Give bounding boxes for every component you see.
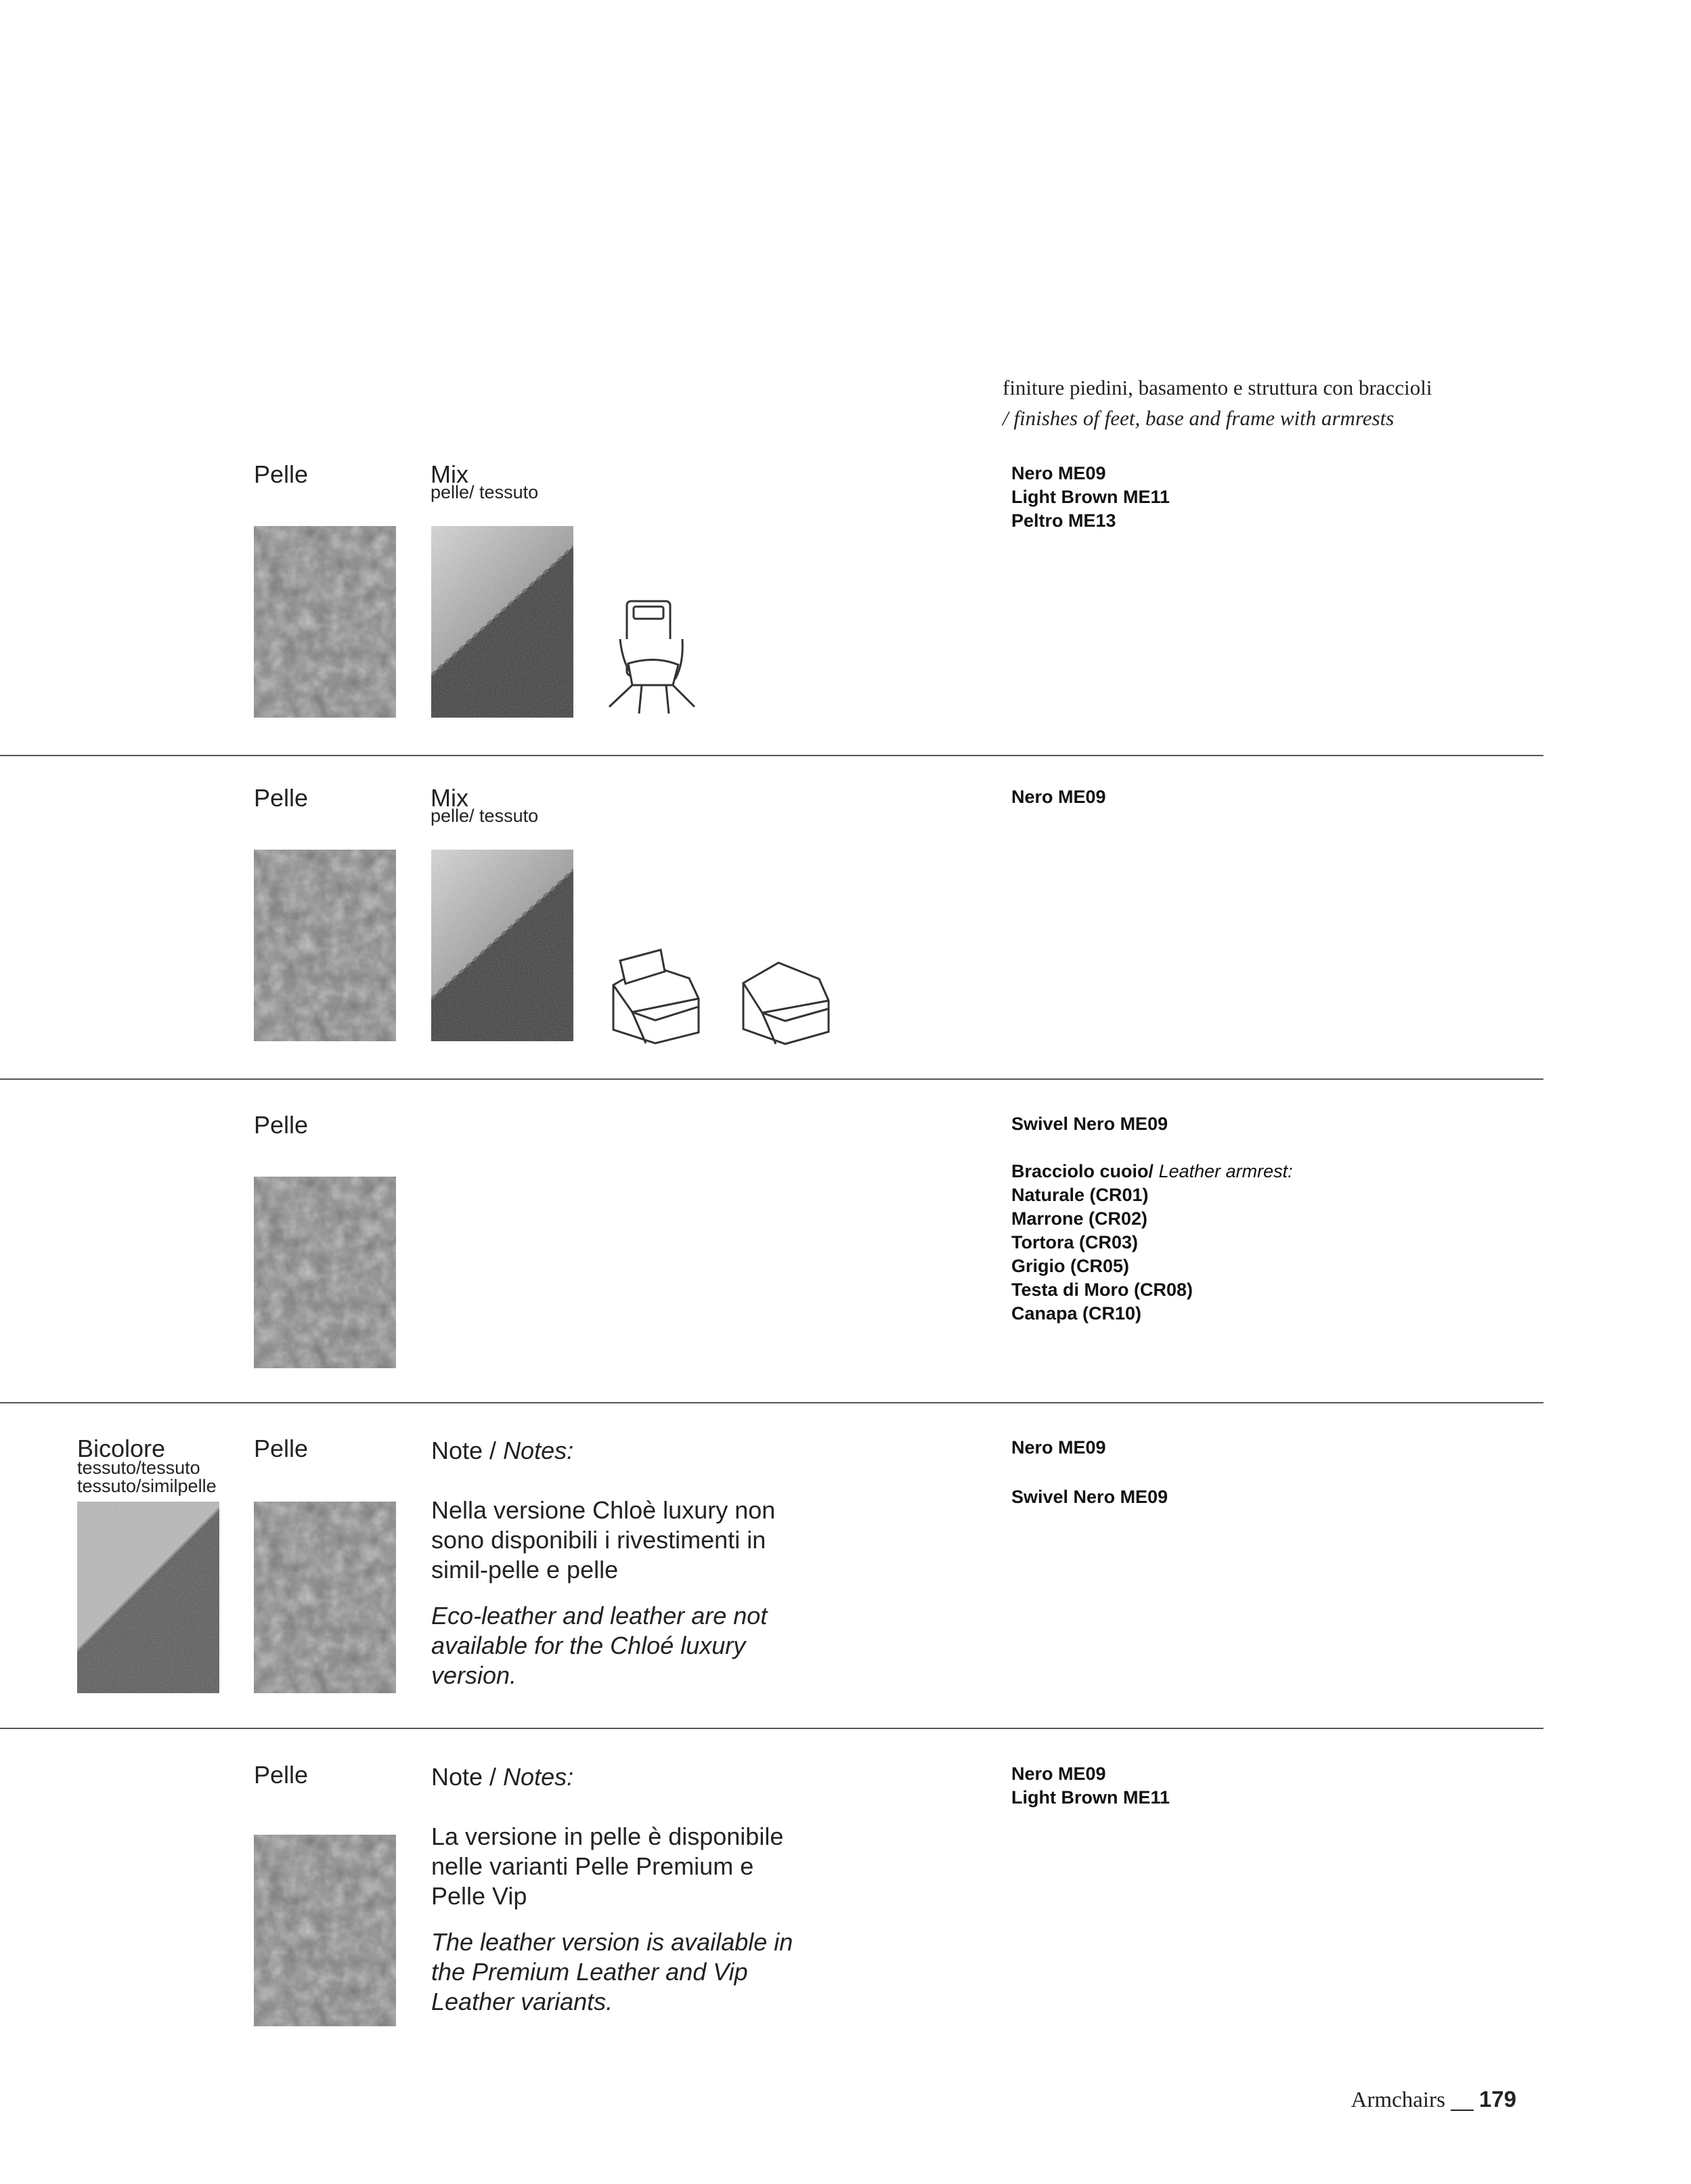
page-footer: [1351, 2087, 1516, 2113]
finish-item: Light Brown ME11: [1011, 487, 1170, 507]
finish-item: Nero ME09: [1011, 787, 1106, 807]
row1-pelle-label: Pelle: [254, 460, 309, 488]
row1-mix-sublabel: pelle/ tessuto: [431, 482, 539, 502]
armchair-icon: [738, 956, 833, 1051]
row3-pelle-label: Pelle: [254, 1111, 309, 1139]
finish-item: Swivel Nero ME09: [1011, 1487, 1168, 1507]
row4-note-en: Eco-leather and leather are not available for the Chloé luxury version.: [431, 1602, 768, 1689]
row4-note-title: Note / Notes:: [431, 1437, 574, 1464]
high-back-armchair-icon: [608, 598, 709, 718]
row2-leather-swatch: [254, 850, 396, 1041]
finish-item: Light Brown ME11: [1011, 1787, 1170, 1808]
row2-mix-sublabel: pelle/ tessuto: [431, 806, 539, 826]
finish-item: Swivel Nero ME09: [1011, 1114, 1168, 1134]
row4-bicolore-sub2: tessuto/similpelle: [77, 1476, 217, 1496]
row-divider: [0, 755, 1543, 756]
page-number: 179: [1478, 2087, 1516, 2112]
row5-note-title: Note / Notes:: [431, 1763, 574, 1791]
row5-note-it: La versione in pelle è disponibile nelle varianti Pelle Premium e Pelle Vip: [431, 1822, 784, 1910]
row5-finishes-list: [1011, 1762, 1170, 1810]
armrest-option: Tortora (CR03): [1011, 1232, 1139, 1252]
row1-mix-swatch: [431, 526, 573, 718]
finish-item: Peltro ME13: [1011, 510, 1116, 531]
armrest-option: Canapa (CR10): [1011, 1303, 1142, 1324]
row-divider: [0, 1402, 1543, 1403]
row4-pelle-label: Pelle: [254, 1435, 309, 1462]
row5-leather-swatch: [254, 1835, 396, 2026]
row-divider: [0, 1728, 1543, 1729]
finish-item: Nero ME09: [1011, 1437, 1106, 1458]
armchair-with-cushion-icon: [608, 944, 703, 1049]
row4-leather-swatch: [254, 1502, 396, 1693]
row5-note-en: The leather version is available in the Premium Leather and Vip Leather variants.: [431, 1928, 793, 2015]
row2-finishes-list: [1011, 785, 1106, 809]
row3-finishes-list: [1011, 1112, 1293, 1326]
row4-note-it: Nella versione Chloè luxury non sono disponibili i rivestimenti in simil-pelle e pelle: [431, 1496, 776, 1584]
row5-pelle-label: Pelle: [254, 1761, 309, 1789]
finish-item: Nero ME09: [1011, 463, 1106, 483]
row4-bicolore-swatch: [77, 1502, 219, 1693]
finishes-header-en: / finishes of feet, base and frame with armrests: [1003, 406, 1394, 430]
row2-mix-swatch: [431, 850, 573, 1041]
finishes-header-it: finiture piedini, basamento e struttura con braccioli: [1003, 376, 1432, 399]
row3-leather-swatch: [254, 1177, 396, 1368]
row1-leather-swatch: [254, 526, 396, 718]
row4-bicolore-label: Bicolore: [77, 1435, 166, 1462]
row1-mix-label: Mix: [431, 460, 468, 488]
finish-item: Nero ME09: [1011, 1764, 1106, 1784]
footer-section: Armchairs: [1350, 2088, 1445, 2112]
armrest-option: Naturale (CR01): [1011, 1185, 1149, 1205]
row4-bicolore-sub1: tessuto/tessuto: [77, 1458, 200, 1478]
row1-finishes-list: [1011, 462, 1170, 533]
row-divider: [0, 1078, 1543, 1080]
armrest-option: Marrone (CR02): [1011, 1208, 1148, 1229]
armrest-option: Grigio (CR05): [1011, 1256, 1130, 1276]
row4-finishes-list: [1011, 1436, 1168, 1509]
footer-separator: [1451, 2110, 1474, 2111]
row2-pelle-label: Pelle: [254, 784, 309, 812]
armrest-title: Bracciolo cuoio/ Leather armrest:: [1011, 1161, 1293, 1181]
armrest-option: Testa di Moro (CR08): [1011, 1280, 1193, 1300]
row2-mix-label: Mix: [431, 784, 468, 812]
